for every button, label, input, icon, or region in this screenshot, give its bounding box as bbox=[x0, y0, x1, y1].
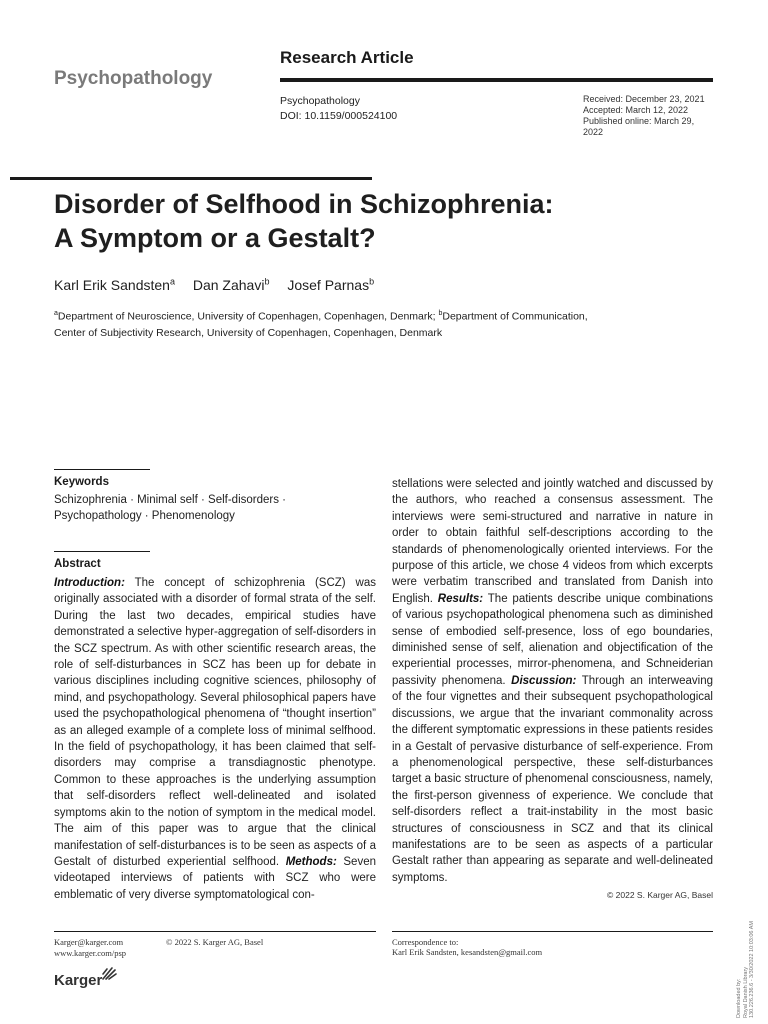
article-dates bbox=[583, 94, 713, 138]
keywords-line: Schizophrenia · Minimal self · Self-disorders · bbox=[54, 494, 286, 506]
abstract-column-left bbox=[54, 575, 376, 903]
received-date: Received: December 23, 2021 bbox=[583, 94, 705, 104]
methods-label: Methods: bbox=[285, 855, 337, 868]
publisher-email[interactable]: Karger@karger.com bbox=[54, 937, 124, 947]
correspondence bbox=[392, 937, 542, 957]
download-note-line: 130.226.236.6 - 3/30/2022 10:03:06 AM bbox=[749, 921, 755, 1018]
article-type: Research Article bbox=[280, 48, 414, 67]
publisher-contact bbox=[54, 937, 126, 959]
title-line-1: Disorder of Selfhood in Schizophrenia: bbox=[54, 189, 554, 219]
author[interactable]: Karl Erik Sandsten$^a$ bbox=[54, 276, 175, 293]
journal-name: Psychopathology bbox=[54, 68, 213, 89]
methods-text-continued: stellations were selected and jointly watched and discussed by the authors, who reached a consensus assessment. The interviews were semi-structured and narrative in nature in order to obtain faithful self-descriptions according to the standards of phenomenologically oriented interviews. For the purpose of this article, we chose 4 videos from which excerpts were verbatim transcribed and translated from Danish into English. bbox=[392, 478, 713, 605]
keywords-list bbox=[54, 492, 374, 524]
methods-text-start: Seven videotaped interviews of patients with SCZ who were emblematic of very diverse symptomatological con- bbox=[54, 855, 376, 901]
keywords-rule bbox=[54, 469, 150, 470]
intro-label: Introduction: bbox=[54, 577, 125, 589]
affiliations bbox=[54, 306, 614, 341]
author[interactable]: Josef Parnas$^b$ bbox=[287, 276, 375, 293]
author[interactable]: Dan Zahavi$^b$ bbox=[192, 276, 270, 293]
abstract-copyright: © 2022 S. Karger AG, Basel bbox=[607, 890, 713, 900]
intro-text: The concept of schizophrenia (SCZ) was originally associated with a disorder of formal strata of the self. During the last two decades, empirical studies have demonstrated a selective hyper-aggregation of self-disorders in the SCZ spectrum. As with other scientific research areas, the role of self-disturbances in SCZ has been up for debate in various disciplines including cognitive sciences, philosophy of mind, and psychopathology. Several philosophical papers have used the psychopathological phenomena of “thought insertion” as an alleged example of a complete loss of minimal selfhood. In the field of psychopathology, it has been claimed that self-disorders may comprise a transdiagnostic phenotype. Common to these approaches is the underlying assumption that self-disorders reflect well-delineated and isolated symptoms akin to the notion of symptom in the medical model. The aim of this paper was to argue that the clinical manifestation of self-disturbances is to be seen as aspects of a Gestalt of disturbed experiential selfhood. bbox=[54, 577, 376, 868]
correspondence-label: Correspondence to: bbox=[392, 937, 459, 947]
journal-meta bbox=[280, 94, 397, 124]
keywords-line: Psychopathology · Phenomenology bbox=[54, 510, 235, 522]
publisher-website[interactable]: www.karger.com/psp bbox=[54, 948, 127, 958]
results-text: The patients describe unique combinations of various psychopathological phenomena such as diminished sense of embodied self-presence, loss of ego boundaries, diminished sense of self, alienation and objectification of the experiential processes, mirror-phenomena, and Schneiderian passivity phenomena. bbox=[392, 592, 714, 687]
results-label: Results: bbox=[437, 592, 484, 605]
publisher-logo-text: Karger bbox=[54, 972, 103, 989]
correspondence-contact[interactable]: Karl Erik Sandsten, kesandsten@gmail.com bbox=[392, 947, 543, 957]
title-rule bbox=[10, 177, 372, 180]
abstract-column-right bbox=[392, 476, 713, 886]
download-note-line: Royal Danish Library bbox=[742, 966, 749, 1018]
abstract-rule bbox=[54, 551, 150, 552]
accepted-date: Accepted: March 12, 2022 bbox=[583, 105, 689, 115]
published-date: Published online: March 29, 2022 bbox=[583, 116, 695, 137]
discussion-label: Discussion: bbox=[511, 674, 577, 687]
author-list bbox=[54, 276, 388, 293]
publisher-logo-icon bbox=[100, 964, 118, 982]
discussion-text: Through an interweaving of the four vignettes and their subsequent psychopathological discussions, we argue that the invariant commonality across the different symptomatic expressions in these patients resides in a Gestalt of pervasive disturbance of self-experience. From a phenomenological perspective, these self-disturbances target a basic structure of phenomenal consciousness, namely, the first-person givenness of experience. We conclude that self-disorders reflect a trait-instability in the most basic structures of consciousness in SCZ and that its clinical manifestations are to be seen as aspects of a particular Gestalt rather than appearing as separate and well-delineated symptoms. bbox=[392, 674, 713, 884]
journal-line: Psychopathology bbox=[280, 95, 360, 107]
header-rule bbox=[280, 78, 713, 82]
footer-rule-right bbox=[392, 931, 713, 932]
doi[interactable]: DOI: 10.1159/000524100 bbox=[280, 110, 398, 122]
affiliation-line-2: Center of Subjectivity Research, University of Copenhagen, Copenhagen, Denmark bbox=[54, 326, 443, 339]
keywords-heading: Keywords bbox=[54, 476, 109, 488]
article-title bbox=[54, 187, 704, 255]
affiliation-line-1: $^a$Department of Neuroscience, University of Copenhagen, Copenhagen, Denmark; $^b$Department of Communication, bbox=[54, 310, 588, 323]
abstract-heading: Abstract bbox=[54, 558, 101, 570]
footer-rule-left bbox=[54, 931, 376, 932]
footer-copyright: © 2022 S. Karger AG, Basel bbox=[166, 937, 264, 947]
title-line-2: A Symptom or a Gestalt? bbox=[54, 223, 376, 253]
download-note bbox=[736, 908, 756, 1018]
download-note-line: Downloaded by: bbox=[736, 978, 742, 1018]
